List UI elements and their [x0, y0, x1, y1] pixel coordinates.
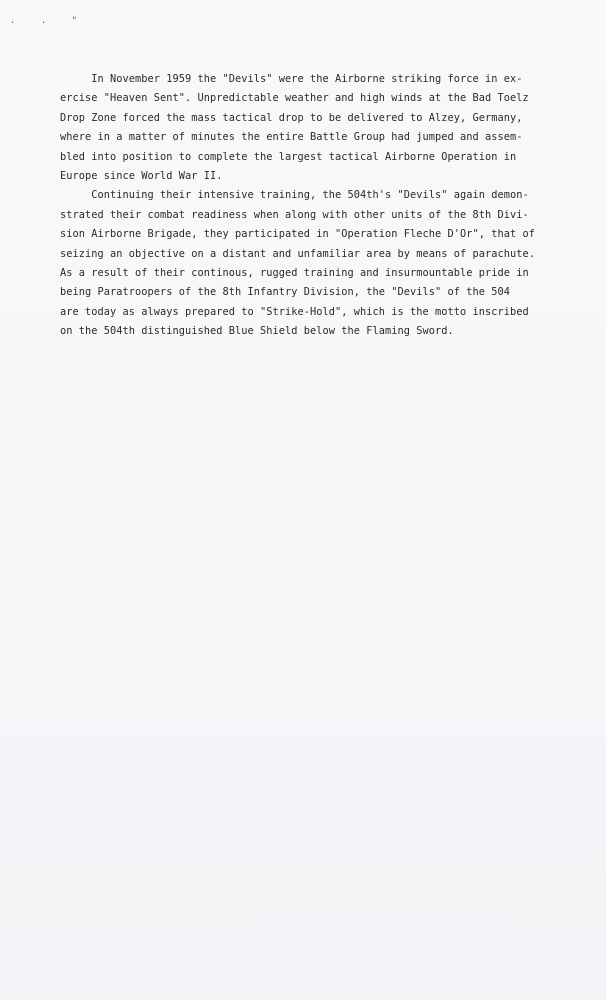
text-line: seizing an objective on a distant and unfamiliar area by means of parachute.	[60, 247, 535, 260]
page-corner-marks: . . "	[10, 16, 88, 26]
text-line: Drop Zone forced the mass tactical drop to be delivered to Alzey, Germany,	[60, 111, 523, 124]
text-line: As a result of their continous, rugged training and insurmountable pride in	[60, 267, 529, 280]
text-line: Europe since World War II.	[60, 170, 223, 183]
text-line: strated their combat readiness when along with other units of the 8th Divi-	[60, 208, 529, 221]
text-line: Continuing their intensive training, the 504th's "Devils" again demon-	[60, 189, 529, 202]
text-line: ercise "Heaven Sent". Unpredictable weather and high winds at the Bad Toelz	[60, 92, 529, 105]
text-line: where in a matter of minutes the entire Battle Group had jumped and assem-	[60, 131, 523, 144]
text-line: sion Airborne Brigade, they participated in "Operation Fleche D'Or", that of	[60, 228, 535, 241]
text-line: are today as always prepared to "Strike-Hold", which is the motto inscribed	[60, 305, 529, 318]
document-body	[60, 70, 560, 342]
text-line: In November 1959 the "Devils" were the Airborne striking force in ex-	[60, 73, 523, 85]
paragraph-heaven-sent	[60, 70, 560, 186]
text-line: being Paratroopers of the 8th Infantry Division, the "Devils" of the 504	[60, 286, 510, 299]
paragraph-fleche-dor	[60, 186, 560, 341]
text-line: bled into position to complete the largest tactical Airborne Operation in	[60, 150, 517, 163]
text-line: on the 504th distinguished Blue Shield below the Flaming Sword.	[60, 325, 454, 338]
